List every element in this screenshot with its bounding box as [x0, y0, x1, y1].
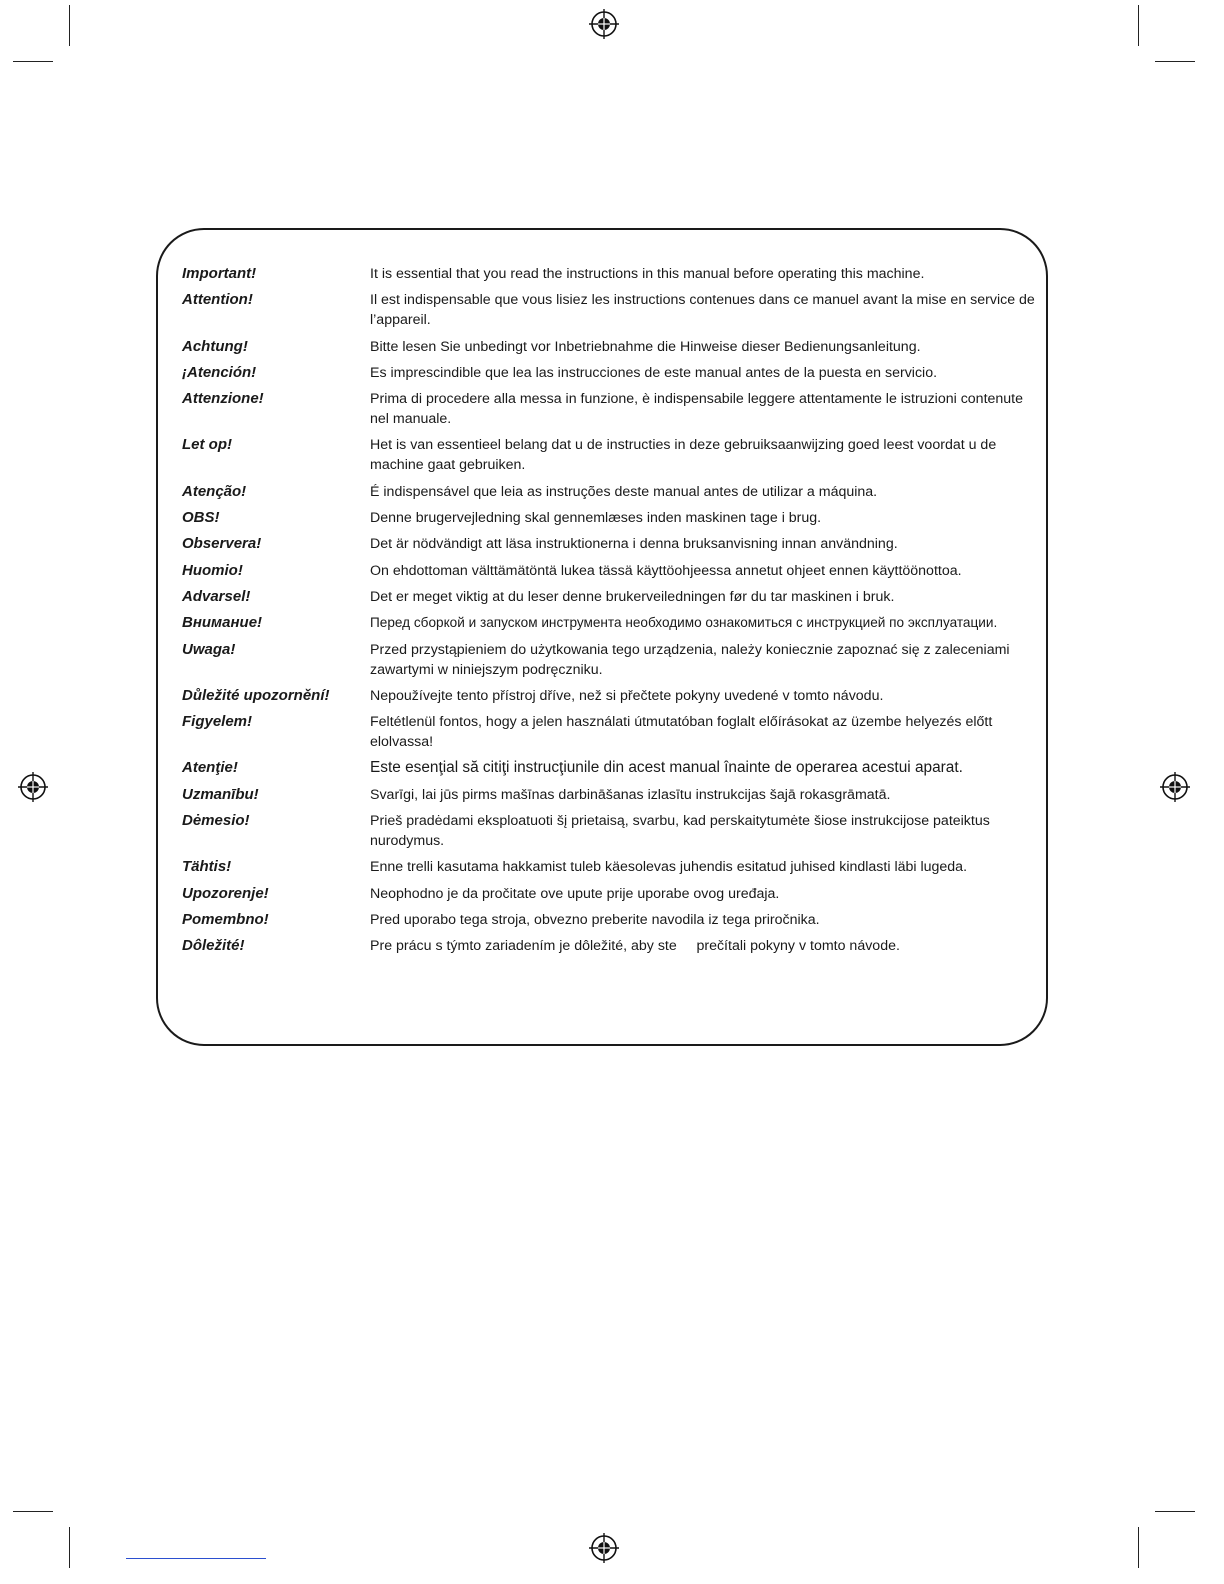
- notice-label: Dôležité!: [182, 937, 245, 955]
- notice-label: Uwaga!: [182, 640, 236, 658]
- notice-text: Denne brugervejledning skal gennemlæses inden maskinen tage i brug.: [370, 510, 822, 527]
- notice-label: Huomio!: [182, 561, 243, 579]
- notice-text: Prima di procedere alla messa in funzione, è indispensabile leggere attentamente le istruzioni contenute nel manuale.: [370, 391, 1024, 428]
- notice-entry: [182, 435, 1044, 475]
- notice-label: Observera!: [182, 535, 262, 553]
- notice-entry: [182, 686, 1044, 706]
- notice-text: Det er meget viktig at du leser denne brukerveiledningen før du tar maskinen i bruk.: [370, 588, 895, 605]
- crop-mark-bottom-left-vertical: [69, 1527, 70, 1568]
- notice-entry: [182, 758, 1044, 778]
- notice-entry: [182, 712, 1044, 752]
- notice-entry: [182, 290, 1044, 330]
- notice-entry: [182, 264, 1044, 284]
- notice-label: Upozorenje!: [182, 884, 269, 902]
- crop-mark-top-left-vertical: [69, 5, 70, 46]
- notice-list: [182, 264, 1044, 963]
- notice-entry: [182, 587, 1044, 607]
- registration-mark-icon: [1160, 772, 1190, 802]
- notice-text: Het is van essentieel belang dat u de instructies in deze gebruiksaanwijzing goed leest voordat u de machine gaat gebruiken.: [370, 437, 997, 474]
- notice-entry: [182, 811, 1044, 851]
- notice-label: Atenţie!: [182, 759, 238, 777]
- notice-text: Det är nödvändigt att läsa instruktionerna i denna bruksanvisning innan användning.: [370, 536, 898, 553]
- notice-entry: [182, 785, 1044, 805]
- notice-text: Es imprescindible que lea las instrucciones de este manual antes de la puesta en servicio.: [370, 364, 938, 381]
- notice-label: Figyelem!: [182, 713, 253, 731]
- registration-mark-icon: [589, 1533, 619, 1563]
- multilingual-notice-box: [156, 228, 1048, 1046]
- notice-label: Important!: [182, 265, 257, 282]
- notice-entry: [182, 389, 1044, 429]
- crop-mark-bottom-right-vertical: [1138, 1527, 1139, 1568]
- notice-label: Let op!: [182, 436, 232, 454]
- notice-label: Advarsel!: [182, 587, 251, 605]
- notice-text: Enne trelli kasutama hakkamist tuleb käesolevas juhendis esitatud juhised kindlasti läbi lugeda.: [370, 859, 968, 876]
- notice-text: Przed przystąpieniem do użytkowania tego urządzenia, należy koniecznie zapoznać się z zaleceniami zawartymi w niniejszym podręczniku.: [370, 641, 1010, 678]
- notice-entry: [182, 857, 1044, 877]
- crop-mark-top-right-vertical: [1138, 5, 1139, 46]
- notice-entry: [182, 910, 1044, 930]
- notice-text: Nepoužívejte tento přístroj dříve, než si přečtete pokyny uvedené v tomto návodu.: [370, 687, 884, 704]
- notice-text: É indispensável que leia as instruções deste manual antes de utilizar a máquina.: [370, 483, 878, 500]
- notice-entry: [182, 613, 1044, 633]
- notice-text: Neophodno je da pročitate ove upute prije uporabe ovog uređaja.: [370, 885, 780, 902]
- notice-label: Attention!: [182, 291, 253, 309]
- notice-entry: [182, 936, 1044, 956]
- crop-mark-bottom-left-horizontal: [13, 1511, 53, 1512]
- notice-entry: [182, 363, 1044, 383]
- notice-label: Uzmanību!: [182, 785, 259, 803]
- notice-label: Tähtis!: [182, 858, 232, 876]
- notice-label: ¡Atención!: [182, 363, 257, 381]
- notice-label: Dėmesio!: [182, 812, 250, 830]
- notice-label: Důležité upozornění!: [182, 686, 330, 704]
- crop-mark-top-right-horizontal: [1155, 61, 1195, 62]
- registration-mark-icon: [18, 772, 48, 802]
- crop-mark-bottom-right-horizontal: [1155, 1511, 1195, 1512]
- registration-mark-icon: [589, 9, 619, 39]
- footer-rule: [126, 1558, 266, 1559]
- notice-text: Svarīgi, lai jūs pirms mašīnas darbināšanas izlasītu instrukcijas šajā rokasgrāmatā.: [370, 786, 891, 803]
- notice-label: Attenzione!: [182, 390, 264, 408]
- notice-text: Feltétlenül fontos, hogy a jelen használati útmutatóban foglalt előírásokat az üzembe helyezés előtt elolvassa!: [370, 714, 993, 751]
- notice-label: Achtung!: [182, 337, 248, 355]
- notice-entry: [182, 508, 1044, 528]
- notice-label: Atenção!: [182, 482, 247, 500]
- notice-text: Prieš pradėdami eksploatuoti šį prietaisą, svarbu, kad perskaitytumėte šiose instrukcijose pateiktus nurodymus.: [370, 813, 990, 850]
- notice-entry: [182, 534, 1044, 554]
- notice-entry: [182, 337, 1044, 357]
- notice-text: Pred uporabo tega stroja, obvezno preberite navodila iz tega priročnika.: [370, 911, 820, 928]
- notice-entry: [182, 884, 1044, 904]
- notice-text: Este esenţial să citiţi instrucţiunile din acest manual înainte de operarea acestui aparat.: [370, 759, 963, 777]
- notice-entry: [182, 640, 1044, 680]
- notice-entry: [182, 561, 1044, 581]
- notice-text: It is essential that you read the instructions in this manual before operating this machine.: [370, 266, 925, 282]
- notice-label: Pomembno!: [182, 910, 269, 928]
- notice-text: Перед сборкой и запуском инструмента необходимо ознакомиться с инструкцией по эксплуатации.: [370, 615, 998, 631]
- notice-text: Il est indispensable que vous lisiez les instructions contenues dans ce manuel avant la mise en service de l’appareil.: [370, 292, 1035, 329]
- notice-text: Bitte lesen Sie unbedingt vor Inbetriebnahme die Hinweise dieser Bedienungsanleitung.: [370, 338, 921, 355]
- notice-label: Внимание!: [182, 614, 263, 632]
- notice-text: Pre prácu s týmto zariadením je dôležité, aby ste prečítali pokyny v tomto návode.: [370, 938, 900, 955]
- notice-text: On ehdottoman välttämätöntä lukea tässä käyttöohjeessa annetut ohjeet ennen käyttöönottoa.: [370, 562, 962, 579]
- notice-entry: [182, 482, 1044, 502]
- crop-mark-top-left-horizontal: [13, 61, 53, 62]
- notice-label: OBS!: [182, 509, 220, 527]
